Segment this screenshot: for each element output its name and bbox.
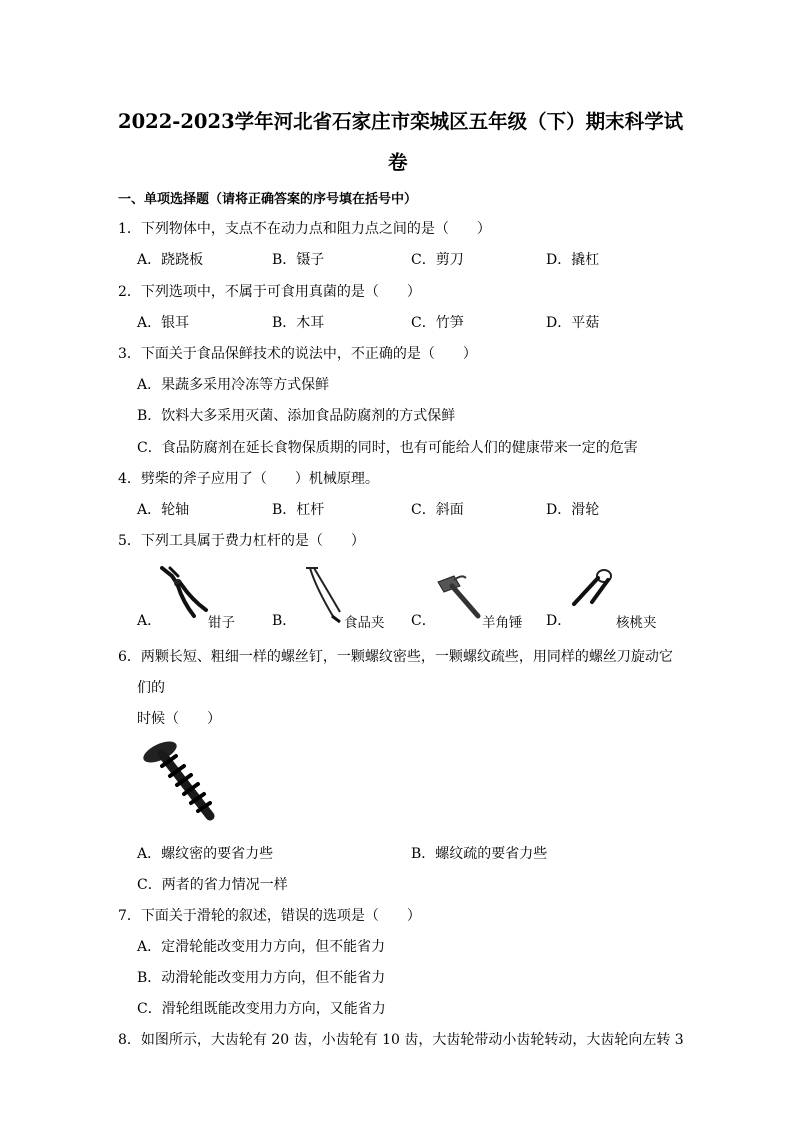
q6-option-b: B．螺纹疏的要省力些 xyxy=(411,846,548,862)
question-2: 2．下列选项中，不属于可食用真菌的是（ ） xyxy=(118,284,421,300)
q5-option-d-label: 核桃夹 xyxy=(616,615,657,631)
question-7: 7．下面关于滑轮的叙述，错误的选项是（ ） xyxy=(118,908,421,924)
question-6-line1: 6．两颗长短、粗细一样的螺丝钉，一颗螺纹密些，一颗螺纹疏些，用同样的螺丝刀旋动它 xyxy=(118,649,673,665)
page-title-line1: 2022-2023学年河北省石家庄市栾城区五年级（下）期末科学试 xyxy=(118,110,684,133)
question-6-line3: 时候（ ） xyxy=(137,711,221,727)
q1-option-c: C．剪刀 xyxy=(411,252,464,268)
q5-option-d: D． xyxy=(546,613,572,629)
q4-option-b: B．杠杆 xyxy=(272,502,325,518)
q6-option-c: C．两者的省力情况一样 xyxy=(137,877,288,893)
q4-option-a: A．轮轴 xyxy=(137,502,190,518)
q2-option-c: C．竹笋 xyxy=(411,315,464,331)
q4-option-c: C．斜面 xyxy=(411,502,464,518)
q3-option-c: C．食品防腐剂在延长食物保质期的同时，也有可能给人们的健康带来一定的危害 xyxy=(137,440,638,456)
question-5: 5．下列工具属于费力杠杆的是（ ） xyxy=(118,533,365,549)
question-8: 8．如图所示，大齿轮有 20 齿，小齿轮有 10 齿，大齿轮带动小齿轮转动，大齿轮向左转 3 xyxy=(118,1032,684,1048)
q5-option-b-label: 食品夹 xyxy=(344,615,385,631)
food-tongs-icon xyxy=(296,566,344,626)
q2-option-b: B．木耳 xyxy=(272,315,325,331)
q4-option-d: D．滑轮 xyxy=(546,502,600,518)
q7-option-c: C．滑轮组既能改变用力方向，又能省力 xyxy=(137,1001,386,1017)
claw-hammer-icon xyxy=(436,572,482,624)
q1-option-d: D．撬杠 xyxy=(546,252,600,268)
q7-option-a: A．定滑轮能改变用力方向，但不能省力 xyxy=(137,939,386,955)
q5-option-c-label: 羊角锤 xyxy=(482,615,523,631)
pliers-icon xyxy=(158,566,208,626)
question-4: 4．劈柴的斧子应用了（ ）机械原理。 xyxy=(118,471,379,487)
q2-option-a: A．银耳 xyxy=(137,315,190,331)
q1-option-a: A．跷跷板 xyxy=(137,252,204,268)
question-1: 1．下列物体中，支点不在动力点和阻力点之间的是（ ） xyxy=(118,221,491,237)
question-3: 3．下面关于食品保鲜技术的说法中，不正确的是（ ） xyxy=(118,346,477,362)
page-title-line2: 卷 xyxy=(388,151,408,174)
q5-option-a: A． xyxy=(137,613,162,629)
q6-option-a: A．螺纹密的要省力些 xyxy=(137,846,274,862)
screw-icon xyxy=(140,740,220,824)
q2-option-d: D．平菇 xyxy=(546,315,600,331)
q3-option-b: B．饮料大多采用灭菌、添加食品防腐剂的方式保鲜 xyxy=(137,408,456,424)
nutcracker-icon xyxy=(568,566,616,612)
q7-option-b: B．动滑轮能改变用力方向，但不能省力 xyxy=(137,970,386,986)
question-6-line2: 们的 xyxy=(137,680,165,696)
q1-option-b: B．镊子 xyxy=(272,252,325,268)
q5-option-a-label: 钳子 xyxy=(208,615,235,631)
q3-option-a: A．果蔬多采用冷冻等方式保鲜 xyxy=(137,377,330,393)
q5-option-c: C． xyxy=(411,613,436,629)
q5-option-b: B． xyxy=(272,613,297,629)
section-heading: 一、单项选择题（请将正确答案的序号填在括号中） xyxy=(118,192,418,207)
